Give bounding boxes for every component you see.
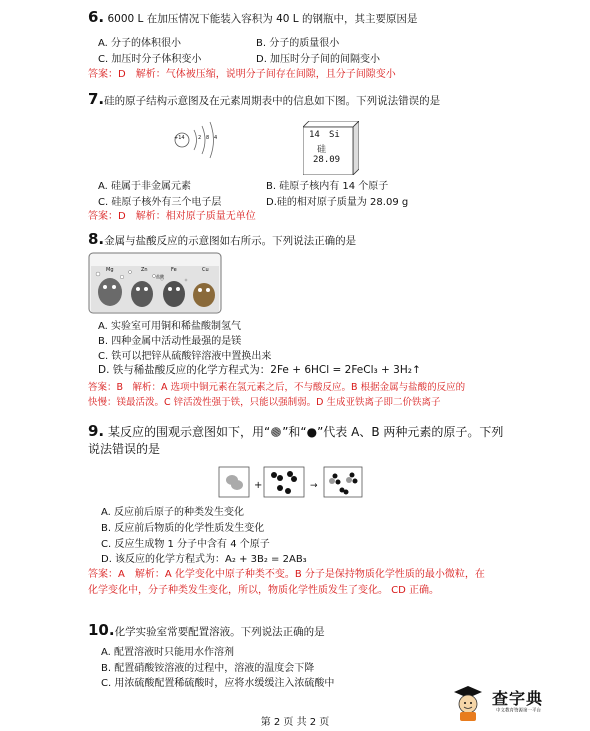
metal-label-fe: Fe — [171, 267, 177, 273]
question-number: 9. — [88, 422, 105, 440]
option-b: B. 反应前后物质的化学性质发生变化 — [101, 523, 265, 534]
option-d: D. 铁与稀盐酸反应的化学方程式为：2Fe + 6HCl = 2FeCl₃ + 3H₂↑ — [98, 364, 421, 376]
question-10 — [88, 623, 558, 640]
option-c: C. 硅原子核外有三个电子层 — [98, 197, 222, 208]
option-d: D.硅的相对原子质量为 28.09 g — [266, 197, 409, 208]
option-d: D. 加压时分子间的间隔变小 — [256, 54, 381, 65]
option-b: B. 硅原子核内有 14 个原子 — [266, 181, 389, 192]
option-b: B. 分子的质量很小 — [256, 38, 340, 49]
atom-nucleus-label: +14 — [174, 135, 185, 141]
answer-explanation-line-2: 快慢：镁最活泼。C 锌活泼性强于铁，只能以强制弱。D 生成亚铁离子即二价铁离子 — [88, 397, 441, 408]
acid-label: 盐酸 — [156, 274, 164, 279]
option-c: C. 铁可以把锌从硫酸锌溶液中置换出来 — [98, 351, 272, 362]
page-footer: 第 2 页 共 2 页 — [260, 717, 330, 728]
answer-explanation: 答案：D 解析：气体被压缩，说明分子间存在间隙，且分子间隙变小 — [88, 69, 396, 80]
metal-acid-illustration — [88, 252, 222, 314]
option-a: A. 反应前后原子的种类发生变化 — [101, 507, 245, 518]
shell-1-label: 2 — [198, 135, 202, 141]
option-c: C. 用浓硫酸配置稀硫酸时，应将水缓缓注入浓硫酸中 — [101, 678, 335, 689]
metal-label-mg: Mg — [106, 267, 114, 273]
element-name: 硅 — [317, 145, 327, 155]
option-a: A. 配置溶液时只能用水作溶剂 — [101, 647, 235, 658]
option-b: B. 配置硝酸铵溶液的过程中，溶液的温度会下降 — [101, 663, 315, 674]
question-text: 硅的原子结构示意图及在元素周期表中的信息如下图。下列说法错误的是 — [104, 95, 441, 107]
element-mass: 28.09 — [313, 155, 341, 165]
question-9 — [88, 423, 503, 440]
metal-label-cu: Cu — [202, 267, 209, 273]
question-8 — [88, 232, 558, 249]
question-text: 金属与盐酸反应的示意图如右所示。下列说法正确的是 — [104, 235, 357, 247]
question-number: 6. — [88, 8, 105, 26]
answer-explanation-line-1: 答案：B 解析：A 选项中铜元素在氢元素之后，不与酸反应。B 根据金属与盐酸的反应的 — [88, 382, 466, 393]
option-c: C. 加压时分子体积变小 — [98, 54, 202, 65]
metal-label-zn: Zn — [141, 267, 148, 273]
answer-explanation: 答案：D 解析：相对原子质量无单位 — [88, 211, 256, 222]
question-number: 8. — [88, 230, 105, 248]
atom-a-icon — [270, 427, 282, 437]
option-b: B. 四种金属中活动性最强的是镁 — [98, 336, 242, 347]
answer-explanation-line-2: 化学变化中，分子种类发生变化，所以，物质化学性质发生了变化。 CD 正确。 — [88, 585, 440, 596]
option-d: D. 该反应的化学方程式为：A₂ + 3B₂ = 2AB₃ — [101, 554, 307, 565]
option-a: A. 分子的体积很小 — [98, 38, 182, 49]
option-a: A. 实验室可用铜和稀盐酸制氢气 — [98, 321, 242, 332]
element-number: 14 — [309, 130, 320, 140]
logo-title: 查字典 — [492, 689, 544, 708]
element-symbol: Si — [329, 130, 340, 140]
question-text-part-1: 某反应的围观示意图如下，用“ — [107, 425, 271, 439]
svg-text:+: + — [254, 480, 263, 491]
question-number: 10. — [88, 621, 115, 639]
logo-subtitle: 中文教育资源第一平台 — [496, 707, 542, 714]
question-9-text-line-2: 说法错误的是 — [88, 442, 161, 456]
question-text: 6000 L 在加压情况下能装入容积为 40 L 的钢瓶中，其主要原因是 — [107, 13, 418, 25]
question-7 — [88, 92, 558, 109]
shell-2-label: 8 — [206, 135, 210, 141]
answer-explanation-line-1: 答案：A 解析：A 化学变化中原子种类不变。B 分子是保持物质化学性质的最小微粒，在 — [88, 569, 485, 580]
shell-3-label: 4 — [214, 135, 218, 141]
option-c: C. 反应生成物 1 分子中含有 4 个原子 — [101, 539, 270, 550]
reaction-diagram — [218, 466, 364, 500]
question-6 — [88, 10, 558, 27]
option-a: A. 硅属于非金属元素 — [98, 181, 192, 192]
question-text: 化学实验室常要配置溶液。下列说法正确的是 — [114, 626, 325, 638]
svg-text:→: → — [310, 481, 318, 491]
question-number: 7. — [88, 90, 105, 108]
question-text-part-2: ”和“●”代表 A、B 两种元素的原子。下列 — [282, 425, 504, 439]
